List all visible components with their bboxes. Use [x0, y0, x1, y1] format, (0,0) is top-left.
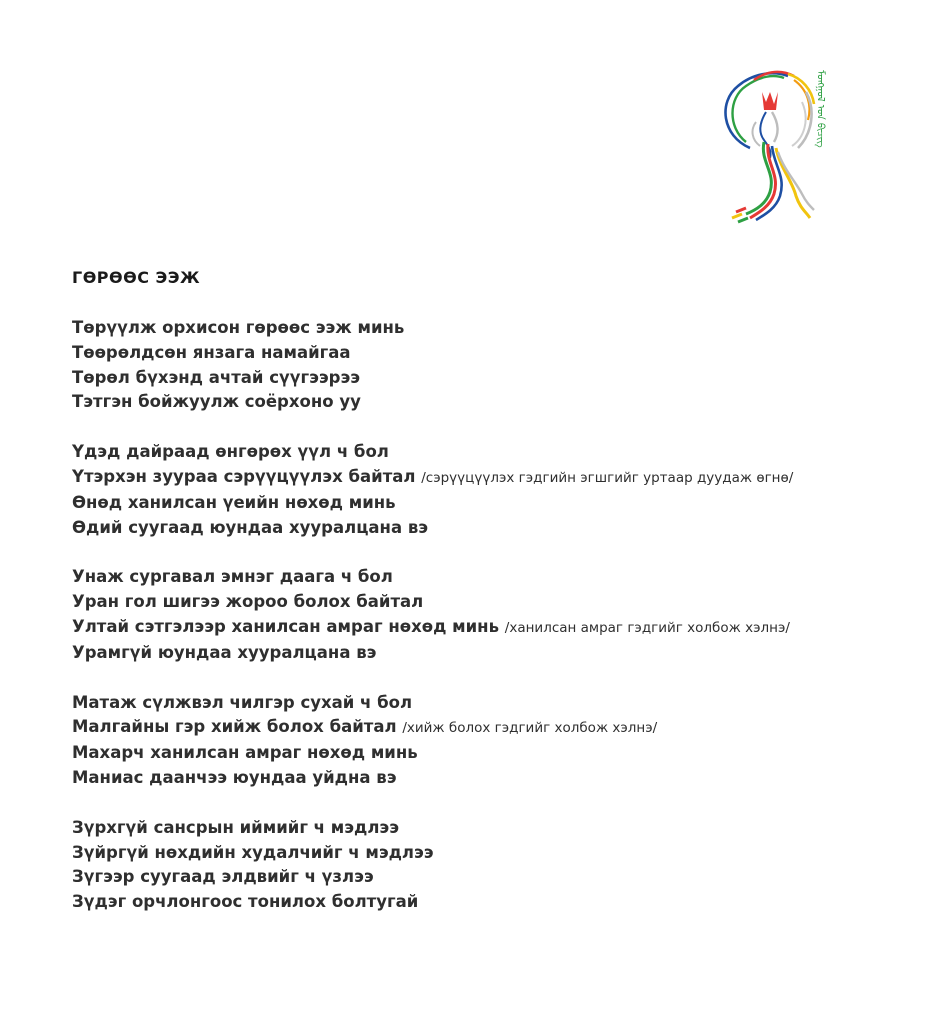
line-text: Үтэрхэн зуураа сэрүүцүүлэх байтал	[72, 466, 416, 486]
poem-line	[72, 516, 902, 541]
line-text: Зүгээр суугаад элдвийг ч үзлээ	[72, 867, 374, 887]
poem-line	[72, 615, 902, 641]
poem-line	[72, 865, 902, 890]
line-text: Зүрхгүй сансрын иймийг ч мэдлээ	[72, 817, 399, 837]
line-text: Махарч ханилсан амраг нөхөд минь	[72, 743, 418, 763]
emblem-figure-gray	[772, 112, 778, 142]
emblem-root-red	[736, 208, 746, 212]
poem-line	[72, 841, 902, 866]
line-text: Матаж сүлжвэл чилгэр сухай ч бол	[72, 692, 413, 712]
poem-line	[72, 440, 902, 465]
poem-body	[72, 316, 902, 940]
mongolian-emblem-logo	[716, 62, 836, 224]
emblem-arc-blue	[726, 73, 789, 148]
pronunciation-note: /сэрүүцүүлэх гэдгийн эгшгийг уртаар дуудаж өгнө/	[421, 469, 794, 486]
line-text: Урамгүй юундаа хууралцана вэ	[72, 642, 377, 662]
emblem-figure-arm	[753, 122, 760, 146]
emblem-graphic	[716, 62, 836, 224]
poem-line	[72, 366, 902, 391]
poem-line	[72, 491, 902, 516]
line-text: Ултай сэтгэлээр ханилсан амраг нөхөд минь	[72, 616, 500, 636]
line-text: Өдий суугаад юундаа хууралцана вэ	[72, 517, 429, 537]
stanza-3	[72, 565, 902, 665]
line-text: Өнөд ханилсан үеийн нөхөд минь	[72, 492, 396, 512]
poem-line	[72, 766, 902, 791]
emblem-crown	[762, 92, 778, 110]
poem-line	[72, 816, 902, 841]
line-text: Малгайны гэр хийж болох байтал	[72, 717, 397, 737]
poem-line	[72, 691, 902, 716]
line-text: Төрүүлж орхисон гөрөөс ээж минь	[72, 318, 405, 337]
poem-line	[72, 316, 902, 341]
line-text: Төөрөлдсөн янзага намайгаа	[72, 342, 351, 362]
poem-line	[72, 641, 902, 666]
poem-line	[72, 590, 902, 615]
poem-line	[72, 565, 902, 590]
line-text: Унаж сургавал эмнэг даага ч бол	[72, 567, 393, 587]
line-text: Төрөл бүхэнд ачтай сүүгээрээ	[72, 367, 361, 387]
emblem-ribbon-gray	[778, 152, 814, 210]
line-text: Уран гол шигээ жороо болох байтал	[72, 592, 424, 612]
poem-line	[72, 741, 902, 766]
poem-line	[72, 341, 902, 366]
stanza-1	[72, 316, 902, 415]
line-text: Зүйргүй нөхдийн худалчийг ч мэдлээ	[72, 842, 434, 862]
emblem-root-yellow	[732, 214, 742, 218]
stanza-2	[72, 440, 902, 540]
poem-title: ГӨРӨӨС ЭЭЖ	[72, 268, 201, 287]
emblem-vertical-script: ᠮᠣᠩᠭᠣᠯ ᠤᠨ ᠪᠢᠴᠢᠭ	[814, 70, 826, 148]
stanza-5	[72, 816, 902, 915]
line-text: Тэтгэн бойжуулж соёрхоно уу	[72, 392, 361, 412]
poem-line	[72, 465, 902, 491]
poem-line	[72, 715, 902, 741]
poem-line	[72, 390, 902, 415]
line-text: Үдэд дайраад өнгөрөх үүл ч бол	[72, 442, 389, 462]
poem-line	[72, 890, 902, 915]
line-text: Маниас даанчээ юундаа уйдна вэ	[72, 767, 397, 787]
emblem-root-green	[738, 218, 748, 222]
pronunciation-note: /хийж болох гэдгийг холбож хэлнэ/	[402, 720, 658, 737]
pronunciation-note: /ханилсан амраг гэдгийг холбож хэлнэ/	[504, 619, 790, 636]
stanza-4	[72, 691, 902, 791]
line-text: Зүдэг орчлонгоос тонилох болтугай	[72, 892, 419, 912]
